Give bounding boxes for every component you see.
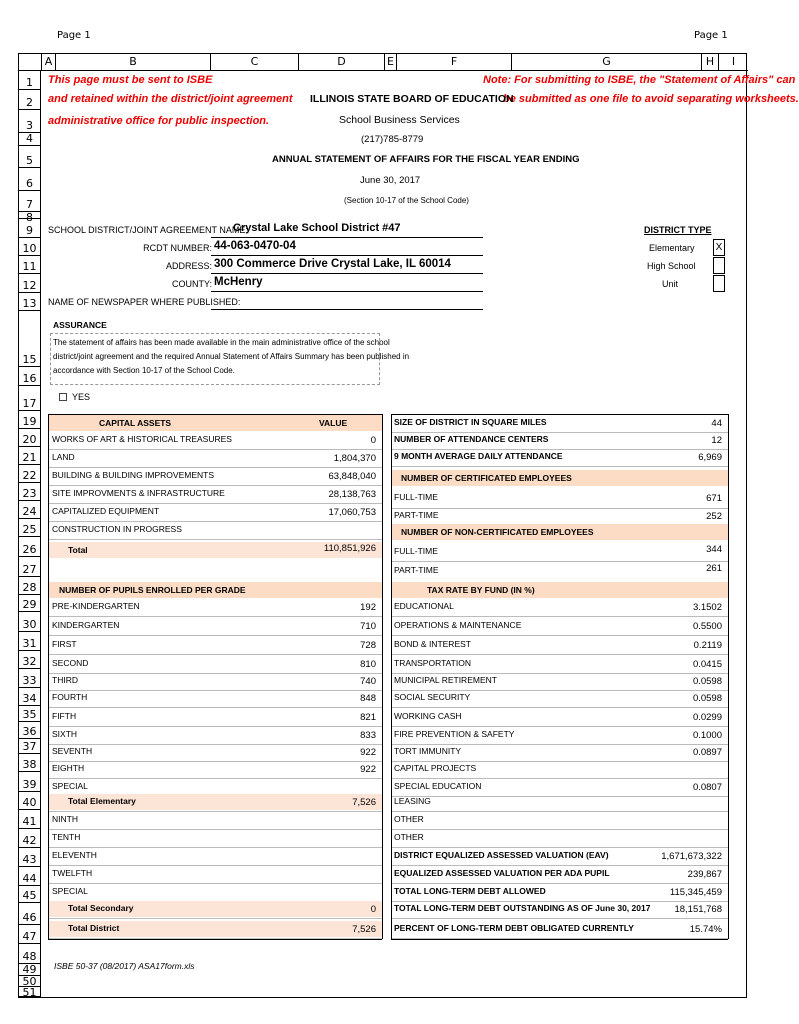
high-school-checkbox[interactable] <box>713 257 725 274</box>
row-number[interactable]: 17 <box>19 386 41 411</box>
tax-fund-label: LEASING <box>394 796 431 806</box>
capital-total-value: 110,851,926 <box>323 543 376 554</box>
column-header[interactable]: B <box>55 54 210 71</box>
certificated-full-label: FULL-TIME <box>394 492 438 502</box>
pupils-total-value: 0 <box>370 904 376 915</box>
column-header[interactable]: F <box>396 54 511 71</box>
tax-fund-label: OTHER <box>394 814 424 824</box>
county-label: COUNTY: <box>171 279 212 289</box>
tax-fund-value: 0.1000 <box>692 730 722 741</box>
pupils-header: NUMBER OF PUPILS ENROLLED PER GRADE <box>59 585 246 595</box>
row-number[interactable]: 51 <box>19 987 41 997</box>
row-number[interactable]: 19 <box>19 411 41 429</box>
grade-value: 821 <box>360 712 376 723</box>
row-number[interactable]: 5 <box>19 146 41 168</box>
district-stat-value: 44 <box>711 418 722 429</box>
address: 300 Commerce Drive Crystal Lake, IL 60014 <box>214 258 451 270</box>
row-number[interactable]: 39 <box>19 772 41 792</box>
row-number[interactable]: 27 <box>19 557 41 577</box>
row-number[interactable]: 9 <box>19 219 41 238</box>
tax-fund-value: 0.0415 <box>692 659 722 670</box>
pupils-total-label: Total District <box>68 923 120 933</box>
certificated-header: NUMBER OF CERTIFICATED EMPLOYEES <box>401 473 572 483</box>
certificated-part-value: 252 <box>706 511 722 522</box>
pupils-total-value: 7,526 <box>352 797 376 808</box>
district-stat-label: NUMBER OF ATTENDANCE CENTERS <box>394 434 549 444</box>
row-number[interactable]: 43 <box>19 848 41 867</box>
capital-asset-value: 63,848,040 <box>328 471 376 482</box>
noncert-full-value: 344 <box>706 544 722 555</box>
footer-form-id: ISBE 50-37 (08/2017) ASA17form.xls <box>54 961 195 971</box>
tax-fund-value: 0.0807 <box>692 782 722 793</box>
noncert-part-label: PART-TIME <box>394 565 439 575</box>
notice-line-1: This page must be sent to ISBE <box>48 74 213 86</box>
assurance-line-3: accordance with Section 10-17 of the School Code. <box>53 366 235 375</box>
grade-label: PRE-KINDERGARTEN <box>52 601 140 611</box>
valuation-label: EQUALIZED ASSESSED VALUATION PER ADA PUPIL <box>394 868 610 878</box>
grade-value: 728 <box>360 640 376 651</box>
tax-fund-label: BOND & INTEREST <box>394 639 471 649</box>
pupils-total-value: 7,526 <box>352 924 376 935</box>
elementary-checkbox[interactable]: X <box>713 239 725 256</box>
grade-label: FIFTH <box>52 711 77 721</box>
tax-fund-value: 0.2119 <box>693 640 722 651</box>
district-name: Crystal Lake School District #47 <box>233 222 401 234</box>
row-number[interactable]: 40 <box>19 792 41 810</box>
phone-number: (217)785-8779 <box>361 134 424 145</box>
unit-checkbox[interactable] <box>713 275 725 292</box>
capital-asset-label: SITE IMPROVMENTS & INFRASTRUCTURE <box>52 488 225 498</box>
row-number[interactable]: 7 <box>19 191 41 212</box>
district-type-elementary: Elementary <box>649 243 695 253</box>
valuation-value: 15.74% <box>689 924 722 935</box>
capital-asset-label: BUILDING & BUILDING IMPROVEMENTS <box>52 470 214 480</box>
notice-line-3: administrative office for public inspection. <box>48 115 270 127</box>
row-number[interactable]: 34 <box>19 688 41 706</box>
capital-asset-value: 28,138,763 <box>328 489 376 500</box>
row-number[interactable]: 41 <box>19 810 41 829</box>
district-type-high-school: High School <box>647 261 696 271</box>
capital-asset-value: 0 <box>370 435 376 446</box>
grade-value: 740 <box>360 676 376 687</box>
district-type-title: DISTRICT TYPE <box>644 225 712 235</box>
grade-value: 710 <box>360 621 376 632</box>
valuation-label: PERCENT OF LONG-TERM DEBT OBLIGATED CURRENTLY <box>394 923 634 933</box>
row-number[interactable]: 2 <box>19 90 41 110</box>
capital-asset-label: CONSTRUCTION IN PROGRESS <box>52 524 182 534</box>
tax-fund-label: OTHER <box>394 832 424 842</box>
row-number[interactable]: 49 <box>19 964 41 976</box>
row-number[interactable]: 24 <box>19 501 41 519</box>
row-number[interactable]: 35 <box>19 706 41 722</box>
valuation-label: TOTAL LONG-TERM DEBT OUTSTANDING AS OF June 30, 2017 <box>394 903 651 913</box>
grade-label: NINTH <box>52 814 78 824</box>
tax-fund-label: OPERATIONS & MAINTENANCE <box>394 620 522 630</box>
grade-value: 922 <box>360 747 376 758</box>
district-stat-value: 12 <box>711 435 722 446</box>
valuation-label: TOTAL LONG-TERM DEBT ALLOWED <box>394 886 546 896</box>
capital-asset-value: 1,804,370 <box>333 453 376 464</box>
notice-line-2: and retained within the district/joint agreement <box>48 93 293 105</box>
column-header[interactable]: E <box>384 54 396 71</box>
tax-fund-label: TRANSPORTATION <box>394 658 471 668</box>
tax-fund-label: CAPITAL PROJECTS <box>394 763 477 773</box>
section-ref: (Section 10-17 of the School Code) <box>344 196 469 205</box>
grade-label: SEVENTH <box>52 746 93 756</box>
row-number[interactable]: 6 <box>19 168 41 191</box>
column-header[interactable]: H <box>701 54 718 71</box>
page-header-right: Page 1 <box>694 30 728 41</box>
row-number[interactable]: 50 <box>19 976 41 987</box>
grade-label: ELEVENTH <box>52 850 97 860</box>
row-number[interactable]: 45 <box>19 886 41 903</box>
noncert-full-label: FULL-TIME <box>394 546 438 556</box>
district-stat-value: 6,969 <box>698 452 722 463</box>
rcdt-number: 44-063-0470-04 <box>214 240 296 252</box>
row-number[interactable]: 1 <box>19 71 41 90</box>
grade-label: SPECIAL <box>52 781 88 791</box>
pupils-total-label: Total Elementary <box>68 796 136 806</box>
assurance-line-1: The statement of affairs has been made available in the main administrative office of the school <box>53 338 390 347</box>
column-header[interactable]: C <box>210 54 298 71</box>
tax-fund-value: 0.0598 <box>692 676 722 687</box>
row-number[interactable]: 21 <box>19 447 41 465</box>
grade-value: 848 <box>360 693 376 704</box>
district-stat-label: SIZE OF DISTRICT IN SQUARE MILES <box>394 417 547 427</box>
tax-fund-value: 0.0897 <box>692 747 722 758</box>
row-number[interactable]: 28 <box>19 577 41 595</box>
tax-fund-label: EDUCATIONAL <box>394 601 454 611</box>
district-stat-label: 9 MONTH AVERAGE DAILY ATTENDANCE <box>394 451 563 461</box>
row-number[interactable]: 42 <box>19 829 41 848</box>
rcdt-label: RCDT NUMBER: <box>143 243 212 253</box>
page-header-left: Page 1 <box>57 30 91 41</box>
grade-label: KINDERGARTEN <box>52 620 120 630</box>
row-number[interactable]: 25 <box>19 519 41 537</box>
tax-fund-label: SPECIAL EDUCATION <box>394 781 482 791</box>
district-name-label: SCHOOL DISTRICT/JOINT AGREEMENT NAME: <box>48 225 248 235</box>
row-number[interactable]: 32 <box>19 651 41 669</box>
pupils-total-label: Total Secondary <box>68 903 134 913</box>
valuation-label: DISTRICT EQUALIZED ASSESSED VALUATION (EAV) <box>394 850 609 860</box>
valuation-value: 1,671,673,322 <box>661 851 722 862</box>
grade-value: 810 <box>360 659 376 670</box>
capital-asset-label: CAPITALIZED EQUIPMENT <box>52 506 160 516</box>
row-number[interactable]: 15 <box>19 311 41 367</box>
row-number[interactable]: 29 <box>19 595 41 612</box>
tax-fund-value: 3.1502 <box>692 602 722 613</box>
valuation-value: 18,151,768 <box>674 904 722 915</box>
grade-value: 922 <box>360 764 376 775</box>
assurance-title: ASSURANCE <box>53 320 107 330</box>
address-label: ADDRESS: <box>165 261 212 271</box>
row-number[interactable]: 48 <box>19 944 41 964</box>
grade-value: 833 <box>360 730 376 741</box>
grade-label: SECOND <box>52 658 89 668</box>
column-header[interactable] <box>19 54 41 71</box>
certificated-part-label: PART-TIME <box>394 510 439 520</box>
tax-fund-label: MUNICIPAL RETIREMENT <box>394 675 497 685</box>
column-header[interactable]: G <box>511 54 701 71</box>
tax-fund-label: TORT IMMUNITY <box>394 746 462 756</box>
tax-fund-label: SOCIAL SECURITY <box>394 692 471 702</box>
column-header[interactable]: D <box>298 54 384 71</box>
grade-label: EIGHTH <box>52 763 85 773</box>
grade-label: SPECIAL <box>52 886 88 896</box>
yes-checkbox[interactable] <box>59 393 67 401</box>
row-number[interactable]: 3 <box>19 110 41 133</box>
row-number[interactable]: 8 <box>19 212 41 219</box>
valuation-value: 239,867 <box>687 869 722 880</box>
assurance-line-2: district/joint agreement and the required Annual Statement of Affairs Summary has been published in <box>53 352 410 361</box>
row-number[interactable]: 12 <box>19 274 41 293</box>
row-number[interactable]: 10 <box>19 238 41 256</box>
note-line-1: Note: For submitting to ISBE, the "Statement of Affairs" can <box>483 74 796 86</box>
row-number[interactable]: 11 <box>19 256 41 274</box>
dept-name: School Business Services <box>339 114 460 126</box>
certificated-full-value: 671 <box>706 493 722 504</box>
grade-label: FIRST <box>52 639 77 649</box>
row-number[interactable]: 31 <box>19 632 41 651</box>
capital-asset-value: 17,060,753 <box>328 507 376 518</box>
tax-fund-value: 0.5500 <box>692 621 722 632</box>
value-header: VALUE <box>319 418 348 428</box>
row-number[interactable]: 33 <box>19 669 41 688</box>
row-number[interactable]: 26 <box>19 537 41 557</box>
row-number[interactable]: 44 <box>19 867 41 886</box>
statement-title: ANNUAL STATEMENT OF AFFAIRS FOR THE FISCAL YEAR ENDING <box>272 154 580 165</box>
grade-label: SIXTH <box>52 729 78 739</box>
column-header[interactable]: A <box>41 54 55 71</box>
valuation-value: 115,345,459 <box>669 887 722 898</box>
note-line-2: be submitted as one file to avoid separating worksheets. <box>503 93 799 105</box>
capital-asset-label: LAND <box>52 452 75 462</box>
fiscal-date: June 30, 2017 <box>360 175 421 186</box>
row-number[interactable]: 37 <box>19 739 41 754</box>
tax-fund-label: FIRE PREVENTION & SAFETY <box>394 729 515 739</box>
grade-label: FOURTH <box>52 692 88 702</box>
grade-label: THIRD <box>52 675 78 685</box>
row-number[interactable]: 4 <box>19 133 41 146</box>
tax-header: TAX RATE BY FUND (IN %) <box>427 585 535 595</box>
row-number[interactable]: 30 <box>19 612 41 632</box>
yes-label: YES <box>72 392 91 402</box>
grade-label: TENTH <box>52 832 81 842</box>
row-number[interactable]: 16 <box>19 367 41 386</box>
board-name: ILLINOIS STATE BOARD OF EDUCATION <box>310 93 514 105</box>
row-number[interactable]: 36 <box>19 722 41 739</box>
column-header[interactable]: I <box>718 54 748 71</box>
spreadsheet <box>18 53 799 999</box>
grade-value: 192 <box>360 602 376 613</box>
district-type-unit: Unit <box>662 279 679 289</box>
row-number[interactable]: 23 <box>19 483 41 501</box>
row-number[interactable]: 47 <box>19 925 41 944</box>
noncert-header: NUMBER OF NON-CERTIFICATED EMPLOYEES <box>401 527 594 537</box>
tax-fund-value: 0.0299 <box>692 712 722 723</box>
tax-fund-value: 0.0598 <box>692 693 722 704</box>
row-number[interactable]: 38 <box>19 754 41 772</box>
row-number[interactable]: 20 <box>19 429 41 447</box>
newspaper-label: NAME OF NEWSPAPER WHERE PUBLISHED: <box>48 297 241 307</box>
noncert-part-value: 261 <box>706 563 722 574</box>
county: McHenry <box>214 276 263 288</box>
row-number[interactable]: 13 <box>19 293 41 311</box>
capital-total-label: Total <box>68 545 88 555</box>
row-number[interactable]: 22 <box>19 465 41 483</box>
tax-fund-label: WORKING CASH <box>394 711 462 721</box>
capital-assets-header: CAPITAL ASSETS <box>99 418 172 428</box>
row-number[interactable]: 46 <box>19 903 41 925</box>
capital-asset-label: WORKS OF ART & HISTORICAL TREASURES <box>52 434 232 444</box>
grade-label: TWELFTH <box>52 868 93 878</box>
